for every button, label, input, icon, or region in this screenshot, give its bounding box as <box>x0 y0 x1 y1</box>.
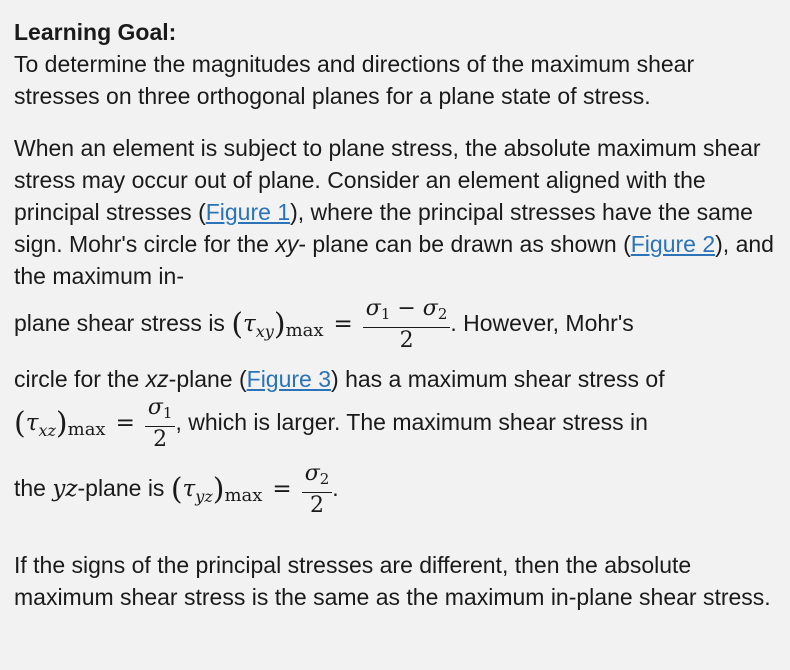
subscript-max: max <box>224 485 263 506</box>
figure-3-link[interactable]: Figure 3 <box>246 366 332 392</box>
paren: ) <box>273 307 286 342</box>
figure-1-link[interactable]: Figure 1 <box>205 199 291 225</box>
equals-sign: = <box>333 311 353 337</box>
learning-goal-intro: To determine the magnitudes and directions of the maximum shear stresses on three orthogonal planes for a plane state of stress. <box>14 51 695 109</box>
text-line: When an element is subject to plane stress, the absolute <box>14 135 591 161</box>
text-line: the <box>14 475 53 501</box>
text-line: , which is larger. The maximum shear stress in <box>175 409 648 435</box>
subscript-xz: xz <box>38 421 56 440</box>
sigma-symbol: σ <box>147 394 163 420</box>
tau-symbol: τ <box>25 410 39 436</box>
denominator-2: 2 <box>399 327 414 353</box>
subscript-max: max <box>67 419 106 440</box>
paren: ( <box>170 472 183 507</box>
sigma-symbol: σ <box>422 295 438 321</box>
paren: ) <box>55 406 68 441</box>
paren: ( <box>231 307 244 342</box>
fraction-sigma1-minus-sigma2-over-2 <box>363 297 451 353</box>
main-paragraph <box>14 132 779 527</box>
text-line: plane shear stress is <box>14 310 232 336</box>
learning-goal-content <box>14 16 779 613</box>
text-line: element aligned with the principal stresses ( <box>14 167 706 225</box>
text-line: ), where the <box>290 199 412 225</box>
text-line: ) has a maximum shear stress of <box>331 366 665 392</box>
paren: ( <box>14 406 26 441</box>
subscript-max: max <box>285 320 324 341</box>
sigma-symbol: σ <box>365 295 381 321</box>
text-line: -plane ( <box>168 366 247 392</box>
text-line: . However, Mohr's <box>450 310 634 336</box>
text-line: plane can be drawn as shown ( <box>312 231 631 257</box>
text-line-7 <box>14 363 779 395</box>
xy-shear-formula-line <box>14 292 779 363</box>
fraction-sigma2-over-2 <box>302 462 333 518</box>
yz-shear-formula-line <box>14 458 779 527</box>
equals-sign: = <box>272 476 292 502</box>
text-line: circle for the <box>14 366 146 392</box>
text-line: principal stresses have the same sign. Mohr's circle for the <box>14 199 753 257</box>
denominator-2: 2 <box>309 492 324 518</box>
subscript-xy: xy <box>255 322 274 341</box>
text-line: -plane is <box>77 475 171 501</box>
xz-shear-formula-line <box>14 395 779 458</box>
text-line: ), and the maximum in- <box>14 231 774 289</box>
figure-2-link[interactable]: Figure 2 <box>630 231 716 257</box>
subscript-yz: yz <box>195 487 213 506</box>
fraction-sigma1-over-2 <box>145 396 176 452</box>
xz-plane-label: xz <box>145 366 169 392</box>
period: . <box>332 475 339 501</box>
learning-goal-heading: Learning Goal: <box>14 19 177 45</box>
sigma-symbol: σ <box>304 460 320 486</box>
tau-symbol: τ <box>182 476 196 502</box>
tau-symbol: τ <box>243 311 256 337</box>
equals-sign: = <box>115 410 135 436</box>
subscript-1: 1 <box>380 304 391 323</box>
denominator-2: 2 <box>153 426 168 452</box>
subscript-2: 2 <box>319 469 330 488</box>
yz-plane-label: yz <box>52 476 78 502</box>
subscript-1: 1 <box>162 403 173 422</box>
closing-paragraph: If the signs of the principal stresses are different, then the absolute maximum shear stress is the same as the maximum in-plane shear stress. <box>14 552 771 610</box>
minus-sign: − <box>390 295 423 321</box>
text-line: maximum shear stress may occur out of plane. Consider an <box>14 135 761 193</box>
subscript-2: 2 <box>437 304 448 323</box>
text-hyphen: - <box>298 231 306 257</box>
xy-plane-label: xy <box>275 231 299 257</box>
paren: ) <box>212 472 225 507</box>
